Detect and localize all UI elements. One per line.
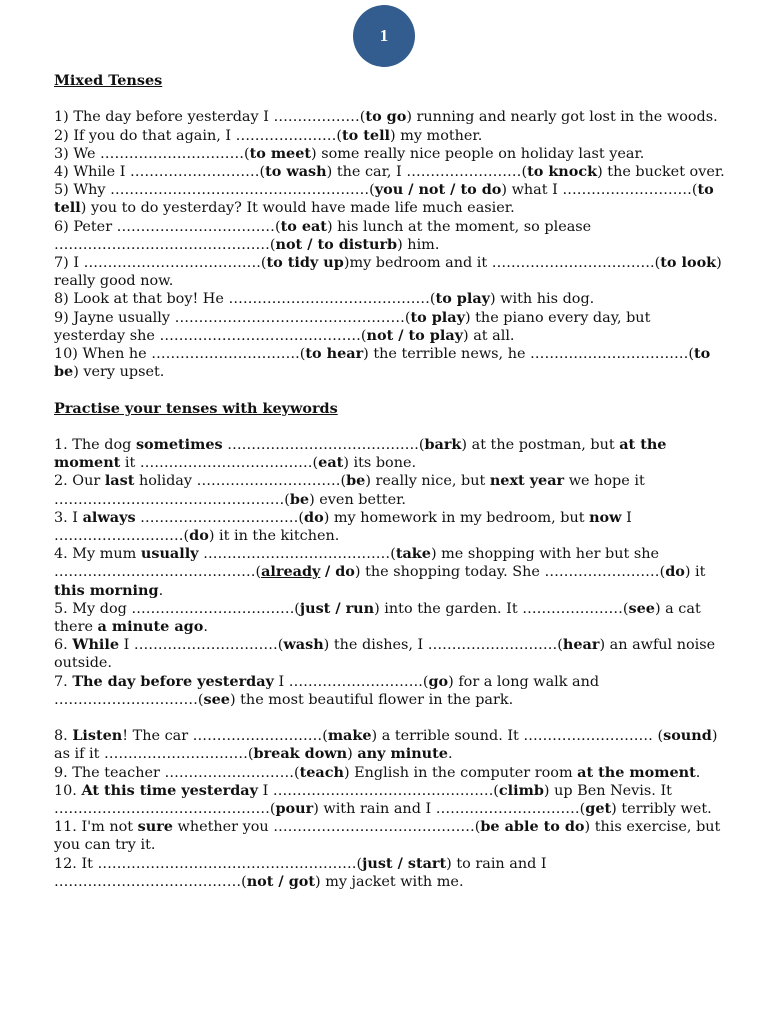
sentence-text: ) an awful noise outside.: [54, 637, 716, 672]
exercise-item: [54, 290, 726, 308]
exercise-item: [54, 600, 726, 636]
verb-cue: not / to disturb: [275, 235, 398, 253]
exercise-item: [54, 108, 726, 126]
sentence-text: ………………………………….(: [222, 437, 425, 454]
sentence-text: 5. My dog …………………………….(: [54, 600, 300, 617]
spacer: [54, 381, 726, 399]
sentence-text: ) really nice, but: [365, 473, 490, 490]
sentence-text: I ……………………….(: [273, 673, 429, 690]
sentence-text: ) him.: [397, 236, 440, 253]
sentence-text: ) what I ………………………(: [501, 182, 698, 199]
sentence-text: ) his lunch at the moment, so please ………………………………………(: [54, 218, 592, 253]
page-number: 1: [379, 26, 389, 45]
sentence-text: 3. I: [54, 509, 83, 526]
keyword: climb: [498, 781, 544, 799]
sentence-text: ) my jacket with me.: [315, 873, 464, 890]
keyword: At this time yesterday: [81, 781, 258, 799]
keyword: While: [72, 636, 120, 654]
keyword: next year: [489, 472, 565, 490]
sentence-text: ) up Ben Nevis. It ………………………………………(: [54, 782, 672, 818]
sentence-text: ): [347, 746, 358, 763]
exercise-item: [54, 727, 726, 763]
verb-cue: to look: [660, 254, 717, 272]
sentence-text: ) with rain and I …………………………(: [313, 801, 586, 818]
sentence-text: ) my mother.: [390, 127, 483, 144]
keyword: sound: [663, 727, 712, 745]
keyword: at the moment: [54, 436, 667, 472]
sentence-text: ) a terrible sound. It ……………………… (: [371, 728, 664, 745]
sentence-text: 6) Peter ……………………………(: [54, 218, 281, 235]
sentence-text: ) the piano every day, but yesterday she ……………………………………(: [54, 309, 651, 344]
verb-cue: to knock: [527, 163, 598, 180]
sentence-text: ) really good now.: [54, 255, 722, 290]
verb-cue: to eat: [280, 217, 327, 235]
sentence-text: ) to rain and I …………………………………(: [54, 855, 547, 890]
sentence-text: 7.: [54, 673, 73, 690]
keyword: make: [327, 727, 372, 745]
keyword: just / start: [362, 854, 447, 872]
exercise-item: [54, 254, 726, 290]
sentence-text: 2. Our: [54, 473, 105, 490]
sentence-text: it ………………………………(: [120, 455, 319, 472]
sentence-text: …………………………………(: [198, 546, 396, 563]
sentence-text: 9) Jayne usually …………………………………………(: [54, 309, 411, 326]
exercise-item: [54, 509, 726, 545]
sentence-text: 3) We …………………………(: [54, 145, 250, 162]
sentence-text: ) it: [684, 564, 706, 581]
sentence-text: holiday …………………………(: [134, 473, 347, 490]
keyword: usually: [140, 545, 199, 563]
sentence-text: .: [447, 746, 453, 763]
sentence-text: ) very upset.: [73, 364, 165, 381]
exercise-item: [54, 181, 726, 217]
sentence-text: 8) Look at that boy! He ……………………………………(: [54, 291, 436, 308]
exercise-item: [54, 436, 726, 472]
sentence-text: ) you to do yesterday? It would have made life much easier.: [80, 200, 515, 217]
exercise-item: [54, 127, 726, 145]
keyword: do: [304, 508, 324, 526]
sentence-text: )my bedroom and it …………………………….(: [343, 255, 661, 272]
verb-cue: to play: [435, 290, 491, 308]
keyword: get: [585, 800, 612, 818]
keyword: this morning: [54, 581, 159, 599]
sentence-text: ) a cat there: [54, 600, 701, 636]
verb-cue: to meet: [249, 144, 312, 162]
keyword: sometimes: [135, 436, 223, 454]
exercise-item: [54, 218, 726, 254]
keyword: break down: [253, 745, 348, 763]
sentence-text: ) running and nearly got lost in the woods.: [406, 109, 718, 126]
verb-cue: not / to play: [366, 326, 464, 344]
keyword: be able to do: [480, 818, 585, 836]
sentence-text: ) the car, I ……………………(: [326, 164, 528, 180]
sentence-text: ) at the postman, but: [461, 437, 620, 454]
section-title-keywords: Practise your tenses with keywords: [54, 399, 338, 417]
keyword: do: [189, 527, 209, 545]
keyword: do: [665, 563, 685, 581]
page-number-badge: [353, 5, 415, 67]
verb-cue: to tell: [342, 126, 391, 144]
keywords-list: [54, 436, 726, 891]
verb-cue: to play: [410, 308, 465, 326]
keyword: be: [289, 490, 310, 508]
sentence-text: ) terribly wet.: [611, 801, 712, 818]
exercise-item: [54, 764, 726, 782]
exercise-item: [54, 309, 726, 345]
sentence-text: I ……………………………………….(: [258, 782, 499, 799]
sentence-text: 8.: [54, 728, 73, 745]
keyword: The day before yesterday: [72, 672, 274, 690]
sentence-text: ) even better.: [309, 491, 406, 508]
worksheet-content: [54, 72, 726, 891]
sentence-text: ) the terrible news, he ……………………………(: [363, 346, 694, 363]
keyword: any minute: [357, 745, 448, 763]
keyword: not / got: [246, 872, 315, 890]
sentence-text: ) at all.: [463, 327, 515, 344]
sentence-text: ) some really nice people on holiday last year.: [311, 145, 645, 162]
sentence-text: ……………………………(: [135, 509, 305, 526]
verb-cue: you / not / to do: [374, 181, 502, 199]
sentence-text: 6.: [54, 637, 73, 654]
sentence-text: ) the shopping today. She ……………………(: [354, 564, 666, 581]
exercise-item: [54, 545, 726, 600]
spacer: [54, 90, 726, 108]
sentence-text: ) the dishes, I ………………………(: [323, 637, 563, 654]
keyword: see: [203, 690, 230, 708]
keyword: bark: [424, 436, 462, 454]
exercise-item: [54, 163, 726, 181]
exercise-item: [54, 818, 726, 854]
keyword: last: [104, 472, 135, 490]
sentence-text: ) this exercise, but you can try it.: [54, 819, 721, 854]
verb-cue: to tidy up: [266, 254, 344, 272]
sentence-text: 7) I ……………………………….(: [54, 255, 267, 272]
keyword: hear: [562, 636, 600, 654]
spacer: [54, 709, 726, 727]
keyword: wash: [283, 636, 324, 654]
sentence-text: .: [158, 582, 164, 599]
sentence-text: ) the most beautiful flower in the park.: [229, 691, 514, 708]
keyword: at the moment: [577, 763, 696, 781]
keyword: always: [82, 508, 136, 526]
sentence-text: I …………………………(: [119, 637, 284, 654]
keyword: eat: [318, 454, 344, 472]
sentence-text: 11. I'm not: [54, 819, 138, 836]
verb-cue: to be: [54, 345, 711, 381]
keyword: Listen: [72, 727, 123, 745]
keyword: see: [628, 599, 655, 617]
sentence-text: 2) If you do that again, I …………………(: [54, 127, 343, 144]
sentence-text: whether you ……………………………………(: [172, 819, 481, 836]
sentence-text: ) it in the kitchen.: [208, 528, 340, 545]
sentence-text: 9. The teacher ………………………(: [54, 764, 300, 781]
sentence-text: ! The car ………………………(: [122, 728, 328, 745]
verb-cue: to hear: [305, 345, 364, 363]
keyword: go: [428, 672, 449, 690]
sentence-text: 10.: [54, 782, 82, 799]
verb-cue: to wash: [265, 163, 327, 180]
keyword: pour: [275, 800, 314, 818]
keyword: now: [589, 508, 622, 526]
exercise-item: [54, 855, 726, 891]
sentence-text: 12. It ………………………………………………(: [54, 855, 363, 872]
sentence-text: 1) The day before yesterday I ………………(: [54, 109, 366, 126]
sentence-text: ) the bucket over.: [597, 164, 725, 180]
exercise-item: [54, 782, 726, 818]
keyword: teach: [299, 763, 344, 781]
sentence-text: 4) While I ………………………(: [54, 164, 266, 180]
sentence-text: 5) Why ………………………………………………(: [54, 182, 375, 199]
sentence-text: 10) When he ………………………….(: [54, 346, 306, 363]
keyword: a minute ago: [97, 618, 204, 636]
exercise-item: [54, 345, 726, 381]
exercise-item: [54, 636, 726, 672]
keyword-underlined: already: [261, 563, 321, 581]
sentence-text: ) my homework in my bedroom, but: [323, 509, 590, 526]
sentence-text: ) for a long walk and …………………………(: [54, 673, 600, 708]
keyword: / do: [324, 563, 355, 581]
keyword: take: [395, 545, 431, 563]
exercise-item: [54, 145, 726, 163]
exercise-item: [54, 673, 726, 709]
section-title-mixed-tenses: Mixed Tenses: [54, 72, 163, 89]
sentence-text: we hope it …………………………………………(: [54, 473, 645, 508]
verb-cue: to tell: [54, 181, 714, 217]
sentence-text: 1. The dog: [54, 437, 136, 454]
spacer: [54, 418, 726, 436]
keyword: just / run: [299, 599, 375, 617]
sentence-text: .: [203, 619, 208, 636]
exercise-item: [54, 472, 726, 508]
sentence-text: ) its bone.: [343, 455, 417, 472]
keyword: sure: [137, 818, 173, 836]
verb-cue: to go: [365, 108, 407, 126]
sentence-text: ) as if it …………………………(: [54, 728, 718, 763]
sentence-text: ) English in the computer room: [343, 764, 578, 781]
sentence-text: ) with his dog.: [490, 291, 595, 308]
mixed-tenses-list: [54, 108, 726, 381]
sentence-text: I ………………………(: [54, 509, 632, 545]
keyword: be: [346, 472, 366, 490]
sentence-text: 4. My mum: [54, 546, 141, 563]
sentence-text: ) me shopping with her but she ……………………………………(: [54, 546, 660, 581]
sentence-text: .: [695, 764, 701, 781]
sentence-text: ) into the garden. It …………………(: [374, 600, 629, 617]
